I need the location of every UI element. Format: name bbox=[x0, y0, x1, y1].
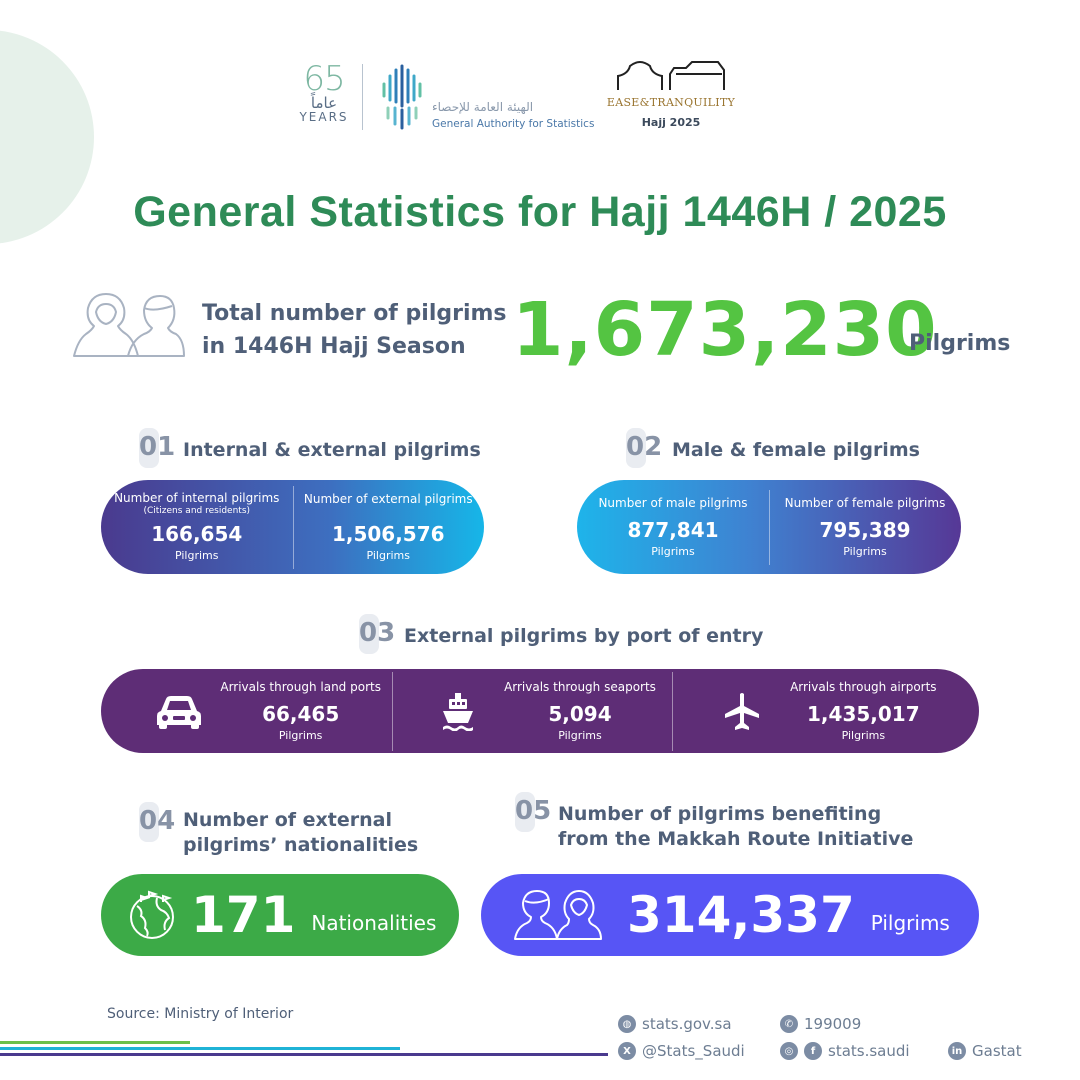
total-label-line1: Total number of pilgrims bbox=[202, 301, 507, 326]
airports-label: Arrivals through airports bbox=[790, 679, 937, 694]
seaports-value: 5,094 bbox=[548, 701, 612, 726]
section-05-title-line1: Number of pilgrims benefiting bbox=[558, 803, 882, 825]
logo-65-number: 65 bbox=[303, 59, 345, 99]
seaports-stat bbox=[392, 680, 671, 743]
female-pilgrims-unit: Pilgrims bbox=[843, 544, 887, 558]
section-02-title: Male & female pilgrims bbox=[672, 439, 920, 461]
x-link[interactable] bbox=[618, 1042, 745, 1060]
x-handle-text: @Stats_Saudi bbox=[642, 1042, 745, 1060]
male-pilgrims-label: Number of male pilgrims bbox=[598, 495, 748, 510]
land-ports-stat bbox=[101, 680, 392, 743]
section-01-number: 01 bbox=[139, 432, 176, 462]
nationalities-unit: Nationalities bbox=[311, 911, 437, 935]
nationalities-value: 171 bbox=[191, 886, 296, 944]
section-04-title bbox=[183, 808, 418, 858]
male-pilgrims-value: 877,841 bbox=[627, 517, 719, 542]
makkah-route-unit: Pilgrims bbox=[870, 911, 950, 935]
section-03-number: 03 bbox=[359, 618, 396, 648]
external-pilgrims-label: Number of external pilgrims bbox=[303, 491, 473, 506]
section-03-title: External pilgrims by port of entry bbox=[404, 625, 764, 647]
female-pilgrims-value: 795,389 bbox=[819, 517, 911, 542]
total-pilgrims-value: 1,673,230 bbox=[512, 287, 938, 373]
seaports-text bbox=[488, 680, 671, 743]
globe-icon: ◍ bbox=[618, 1015, 636, 1033]
x-icon: X bbox=[618, 1042, 636, 1060]
footer-bar-cyan bbox=[0, 1047, 400, 1050]
land-ports-unit: Pilgrims bbox=[278, 728, 323, 742]
external-pilgrims-value: 1,506,576 bbox=[331, 521, 445, 546]
website-link[interactable] bbox=[618, 1015, 732, 1033]
gastat-english-name: General Authority for Statistics bbox=[432, 118, 595, 130]
makkah-route-value: 314,337 bbox=[627, 886, 855, 944]
makkah-route-pilgrims-icon bbox=[513, 889, 603, 941]
port-of-entry-pill bbox=[101, 669, 979, 753]
section-04-title-line2: pilgrims’ nationalities bbox=[183, 834, 419, 856]
total-pilgrims-unit: Pilgrims bbox=[909, 331, 1011, 356]
makkah-route-pill bbox=[481, 874, 979, 956]
section-04-number: 04 bbox=[139, 806, 176, 836]
land-ports-label: Arrivals through land ports bbox=[220, 679, 381, 694]
logo-65-years: YEARS bbox=[299, 110, 349, 124]
page-title: General Statistics for Hajj 1446H / 2025 bbox=[133, 188, 947, 236]
instagram-icon: ◎ bbox=[780, 1042, 798, 1060]
total-label-line2: in 1446H Hajj Season bbox=[202, 334, 466, 359]
logo-65-arabic: عاماً bbox=[310, 94, 338, 112]
ease-tranquility-text: EASE&TRANQUILITY bbox=[606, 96, 736, 109]
internal-pilgrims-unit: Pilgrims bbox=[174, 549, 219, 562]
land-ports-text bbox=[209, 680, 392, 743]
male-pilgrims-stat bbox=[577, 496, 769, 559]
facebook-icon: f bbox=[804, 1042, 822, 1060]
social-text: stats.saudi bbox=[828, 1042, 910, 1060]
land-ports-value: 66,465 bbox=[262, 701, 340, 726]
source-note: Source: Ministry of Interior bbox=[107, 1006, 294, 1022]
male-pilgrims-unit: Pilgrims bbox=[651, 544, 695, 558]
pilgrims-icon bbox=[72, 290, 186, 360]
external-pilgrims-stat bbox=[293, 492, 485, 563]
gastat-arabic-name: الهيئة العامة للإحصاء bbox=[432, 100, 534, 114]
total-pilgrims-label bbox=[202, 297, 512, 363]
section-04-title-line1: Number of external bbox=[183, 809, 392, 831]
phone-link[interactable] bbox=[780, 1015, 861, 1033]
airports-unit: Pilgrims bbox=[841, 728, 886, 742]
linkedin-text: Gastat bbox=[972, 1042, 1022, 1060]
internal-external-pill bbox=[101, 480, 484, 574]
footer-bar-green bbox=[0, 1041, 190, 1044]
65-years-logo bbox=[296, 59, 352, 132]
airports-value: 1,435,017 bbox=[807, 701, 920, 726]
airports-stat bbox=[672, 680, 979, 743]
linkedin-link[interactable] bbox=[948, 1042, 1022, 1060]
external-pilgrims-unit: Pilgrims bbox=[366, 548, 410, 562]
male-female-pill bbox=[577, 480, 961, 574]
airplane-icon bbox=[712, 692, 772, 730]
seaports-unit: Pilgrims bbox=[558, 728, 602, 742]
globe-icon bbox=[127, 890, 177, 940]
ship-icon bbox=[428, 691, 488, 731]
section-05-number: 05 bbox=[515, 796, 552, 826]
section-01-title: Internal & external pilgrims bbox=[183, 439, 481, 461]
hajj-2025-text: Hajj 2025 bbox=[641, 116, 701, 129]
linkedin-icon: in bbox=[948, 1042, 966, 1060]
footer-bar-purple bbox=[0, 1053, 608, 1056]
internal-pilgrims-value: 166,654 bbox=[151, 522, 243, 546]
internal-pilgrims-sublabel: (Citizens and residents) bbox=[143, 506, 251, 516]
car-icon bbox=[149, 693, 209, 729]
phone-text: 199009 bbox=[804, 1015, 862, 1033]
social-link[interactable] bbox=[780, 1042, 910, 1060]
female-pilgrims-stat bbox=[769, 496, 961, 559]
section-05-title bbox=[558, 802, 913, 852]
nationalities-pill bbox=[101, 874, 459, 956]
phone-icon: ✆ bbox=[780, 1015, 798, 1033]
ease-tranquility-logo-icon bbox=[614, 56, 728, 92]
female-pilgrims-label: Number of female pilgrims bbox=[784, 495, 946, 510]
section-05-title-line2: from the Makkah Route Initiative bbox=[558, 828, 914, 850]
website-text: stats.gov.sa bbox=[642, 1015, 732, 1033]
internal-pilgrims-label: Number of internal pilgrims bbox=[114, 491, 280, 505]
gastat-logo-icon bbox=[378, 62, 424, 130]
seaports-label: Arrivals through seaports bbox=[504, 679, 656, 694]
section-02-number: 02 bbox=[626, 432, 663, 462]
airports-text bbox=[772, 680, 955, 743]
logo-divider bbox=[362, 64, 363, 130]
internal-pilgrims-stat bbox=[101, 491, 293, 563]
